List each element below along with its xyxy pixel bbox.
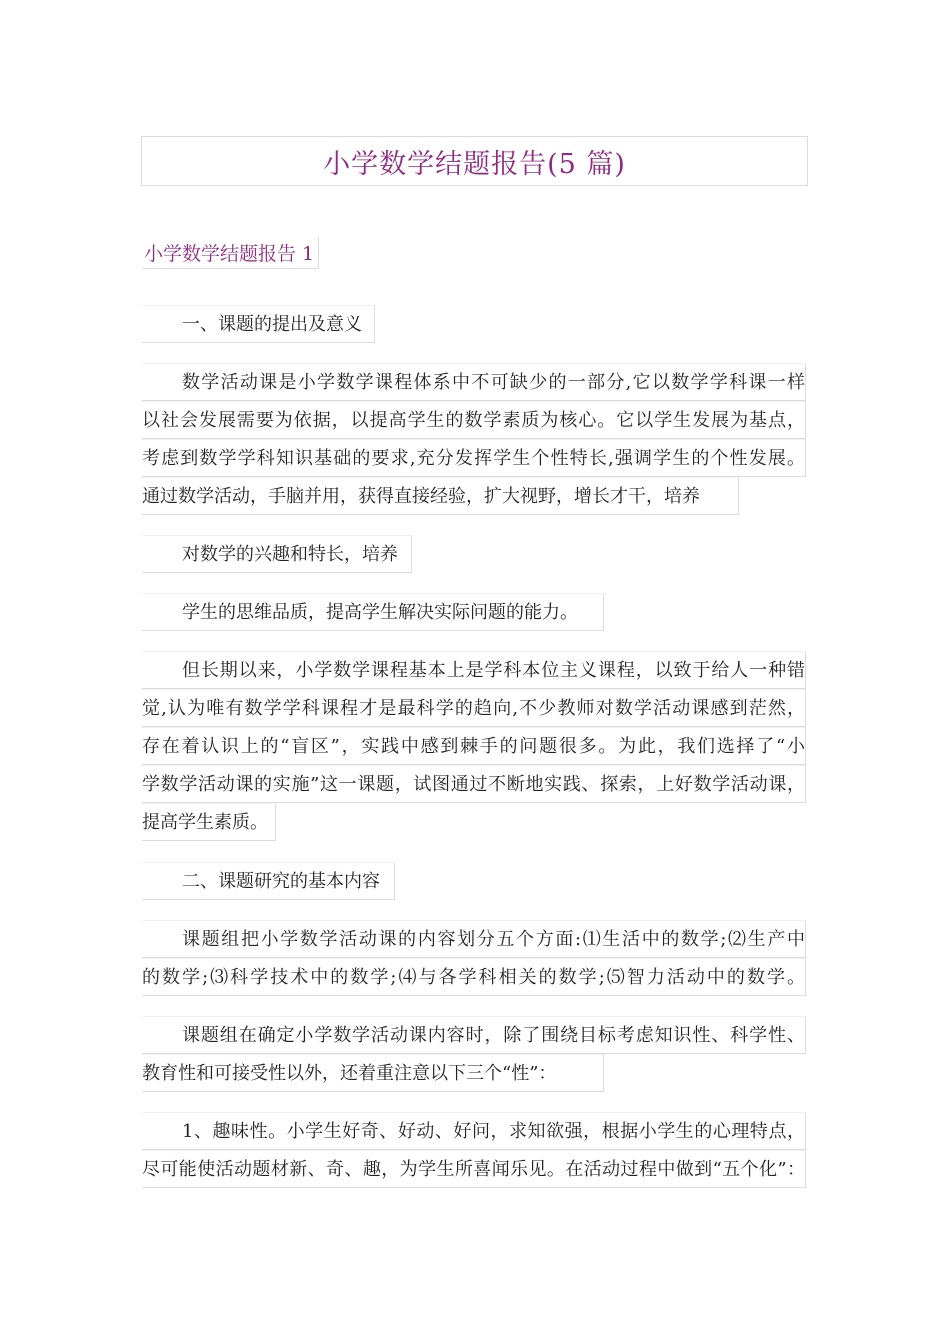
paragraph-line: 学生的思维品质，提高学生解决实际问题的能力。 — [142, 593, 604, 631]
document-title-box — [141, 136, 808, 186]
paragraph-line: 1、趣味性。小学生好奇、好动、好问，求知欲强，根据小学生的心理特点， — [142, 1112, 806, 1150]
paragraph-line: 觉,认为唯有数学学科课程才是最科学的趋向,不少教师对数学活动课感到茫然， — [142, 689, 806, 727]
paragraph-line: 尽可能使活动题材新、奇、趣，为学生所喜闻乐见。在活动过程中做到“五个化”： — [142, 1150, 806, 1188]
paragraph-line: 课题组在确定小学数学活动课内容时，除了围绕目标考虑知识性、科学性、 — [142, 1016, 806, 1054]
paragraph-line: 但长期以来，小学数学课程基本上是学科本位主义课程，以致于给人一种错 — [142, 651, 806, 689]
paragraph-line: 存在着认识上的“盲区”，实践中感到棘手的问题很多。为此，我们选择了“小 — [142, 727, 806, 765]
document-title: 小学数学结题报告(5 篇) — [323, 148, 626, 180]
paragraph-line: 课题组把小学数学活动课的内容划分五个方面:⑴生活中的数学;⑵生产中 — [142, 920, 806, 958]
paragraph-line: 教育性和可接受性以外，还着重注意以下三个“性”： — [142, 1054, 604, 1092]
section-heading: 小学数学结题报告 1 — [144, 243, 315, 265]
heading-line: 二、课题研究的基本内容 — [142, 862, 395, 900]
paragraph-line: 提高学生素质。 — [142, 803, 276, 841]
paragraph-line: 考虑到数学学科知识基础的要求,充分发挥学生个性特长,强调学生的个性发展。 — [142, 439, 806, 477]
section-heading-box — [142, 237, 319, 269]
paragraph-line: 数学活动课是小学数学课程体系中不可缺少的一部分,它以数学学科课一样 — [142, 363, 806, 401]
paragraph-line: 对数学的兴趣和特长，培养 — [142, 535, 412, 573]
paragraph-line: 以社会发展需要为依据，以提高学生的数学素质为核心。它以学生发展为基点， — [142, 401, 806, 439]
paragraph-line: 通过数学活动，手脑并用，获得直接经验，扩大视野，增长才干，培养 — [142, 477, 739, 515]
heading-line: 一、课题的提出及意义 — [142, 305, 375, 343]
paragraph-line: 学数学活动课的实施”这一课题，试图通过不断地实践、探索，上好数学活动课， — [142, 765, 806, 803]
paragraph-line: 的数学;⑶科学技术中的数学;⑷与各学科相关的数学;⑸智力活动中的数学。 — [142, 958, 806, 996]
